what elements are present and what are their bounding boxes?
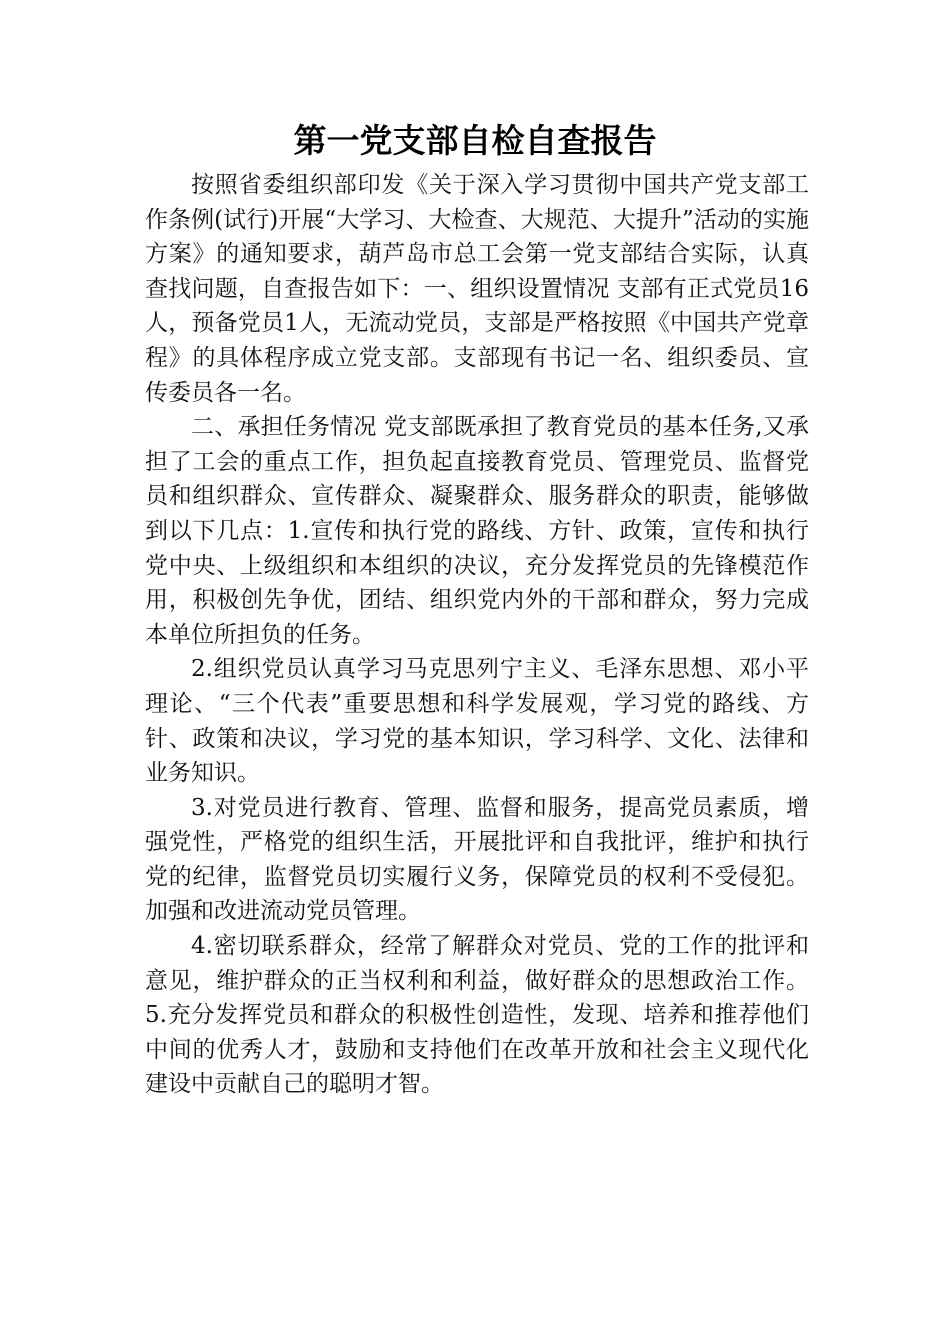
document-title: 第一党支部自检自查报告 bbox=[293, 121, 657, 160]
paragraph-member-management: 3.对党员进行教育、管理、监督和服务，提高党员素质，增强党性，严格党的组织生活，开展批评和自我批评，维护和执行党的纪律，监督党员切实履行义务，保障党员的权利不受侵犯。加强和改进流动党员管理。 bbox=[145, 794, 809, 925]
document-body bbox=[145, 168, 809, 1102]
paragraph-study: 2.组织党员认真学习马克思列宁主义、毛泽东思想、邓小平理论、“三个代表”重要思想和科学发展观，学习党的路线、方针、政策和决议，学习党的基本知识，学习科学、文化、法律和业务知识。 bbox=[145, 656, 809, 787]
paragraph-tasks: 二、承担任务情况 党支部既承担了教育党员的基本任务,又承担了工会的重点工作，担负起直接教育党员、管理党员、监督党员和组织群众、宣传群众、凝聚群众、服务群众的职责，能够做到以下几点：1.宣传和执行党的路线、方针、政策，宣传和执行党中央、上级组织和本组织的决议，充分发挥党员的先锋模范作用，积极创先争优，团结、组织党内外的干部和群众，努力完成本单位所担负的任务。 bbox=[145, 414, 809, 648]
paragraph-mass-work: 4.密切联系群众，经常了解群众对党员、党的工作的批评和意见，维护群众的正当权利和利益，做好群众的思想政治工作。 5.充分发挥党员和群众的积极性创造性，发现、培养和推荐他们中间的优秀人才，鼓励和支持他们在改革开放和社会主义现代化建设中贡献自己的聪明才智。 bbox=[145, 933, 809, 1098]
paragraph-organization-setup: 按照省委组织部印发《关于深入学习贯彻中国共产党支部工作条例(试行)开展“大学习、大检查、大规范、大提升”活动的实施方案》的通知要求，葫芦岛市总工会第一党支部结合实际，认真查找问题，自查报告如下：一、组织设置情况 支部有正式党员16 人，预备党员1人，无流动党员，支部是严格按照《中国共产党章程》的具体程序成立党支部。支部现有书记一名、组织委员、宣传委员各一名。 bbox=[145, 172, 809, 406]
